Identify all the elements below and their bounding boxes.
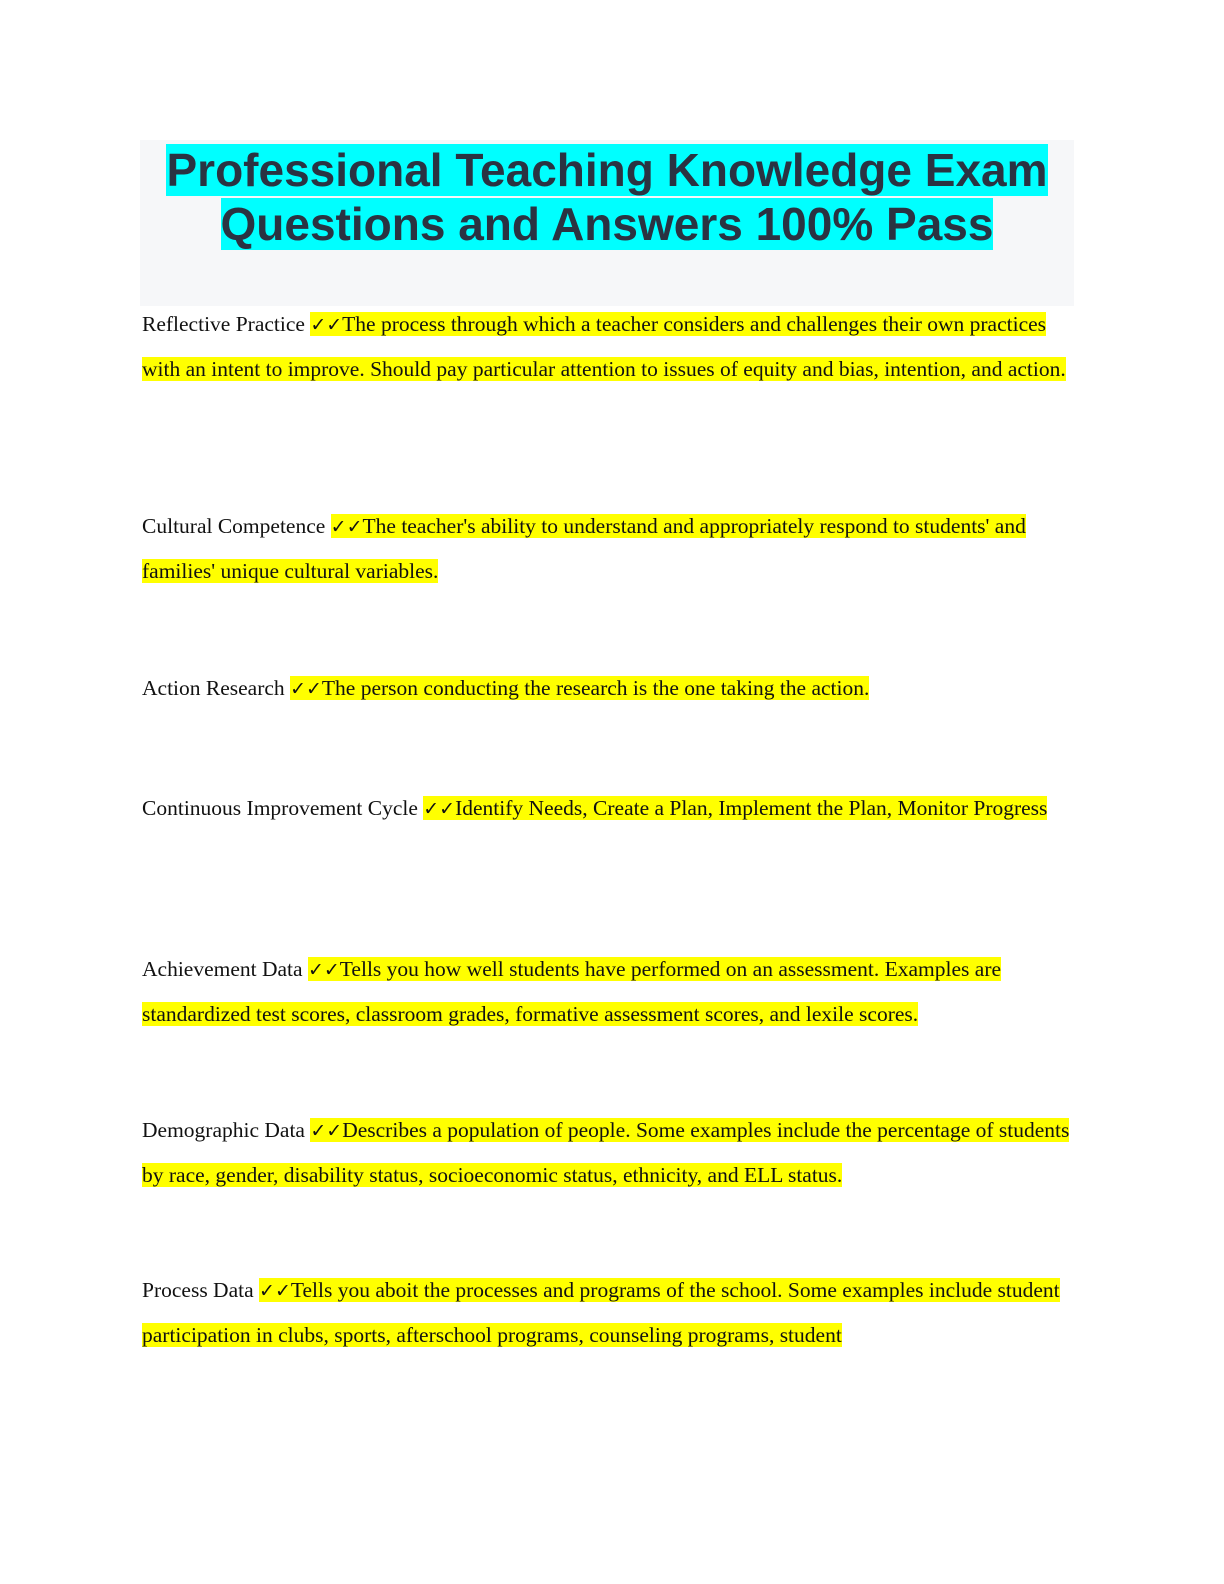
entry-definition: The person conducting the research is the one taking the action. — [321, 676, 870, 700]
title-line-1: Professional Teaching Knowledge Exam — [166, 144, 1048, 196]
double-check-icon: ✓✓ — [310, 1120, 343, 1142]
double-check-icon: ✓✓ — [307, 959, 340, 981]
qa-entry — [142, 947, 1077, 1036]
entry-definition: Identify Needs, Create a Plan, Implement the Plan, Monitor Progress — [455, 796, 1048, 820]
entry-term: Demographic Data — [142, 1118, 305, 1142]
qa-entry — [142, 786, 1077, 831]
double-check-icon: ✓✓ — [290, 678, 322, 700]
entry-term: Reflective Practice — [142, 312, 305, 336]
entry-definition: The teacher's ability to understand and appropriately respond to students' and families' unique cultural variables. — [142, 514, 1026, 583]
qa-entry — [142, 302, 1077, 391]
entry-term: Continuous Improvement Cycle — [142, 796, 418, 820]
qa-entry — [142, 1268, 1077, 1357]
entry-definition: Describes a population of people. Some examples include the percentage of students by race, gender, disability status, socioeconomic status, ethnicity, and ELL status. — [142, 1118, 1070, 1187]
entry-definition: The process through which a teacher considers and challenges their own practices with an intent to improve. Should pay particular attention to issues of equity and bias, intention, and action. — [142, 312, 1066, 381]
page-title — [140, 143, 1074, 251]
qa-entry — [142, 1108, 1077, 1197]
title-line-2: Questions and Answers 100% Pass — [220, 198, 994, 250]
double-check-icon: ✓✓ — [259, 1280, 291, 1302]
entry-term: Achievement Data — [142, 957, 303, 981]
entry-term: Action Research — [142, 676, 285, 700]
double-check-icon: ✓✓ — [330, 516, 363, 538]
entry-definition: Tells you how well students have performed on an assessment. Examples are standardized test scores, classroom grades, formative assessment scores, and lexile scores. — [142, 957, 1002, 1026]
double-check-icon: ✓✓ — [310, 314, 343, 336]
entry-term: Process Data — [142, 1278, 254, 1302]
entry-definition: Tells you aboit the processes and programs of the school. Some examples include student participation in clubs, sports, afterschool programs, counseling programs, student — [142, 1278, 1060, 1347]
qa-entry — [142, 504, 1077, 593]
qa-entry — [142, 666, 1077, 711]
double-check-icon: ✓✓ — [423, 798, 456, 820]
entry-term: Cultural Competence — [142, 514, 326, 538]
